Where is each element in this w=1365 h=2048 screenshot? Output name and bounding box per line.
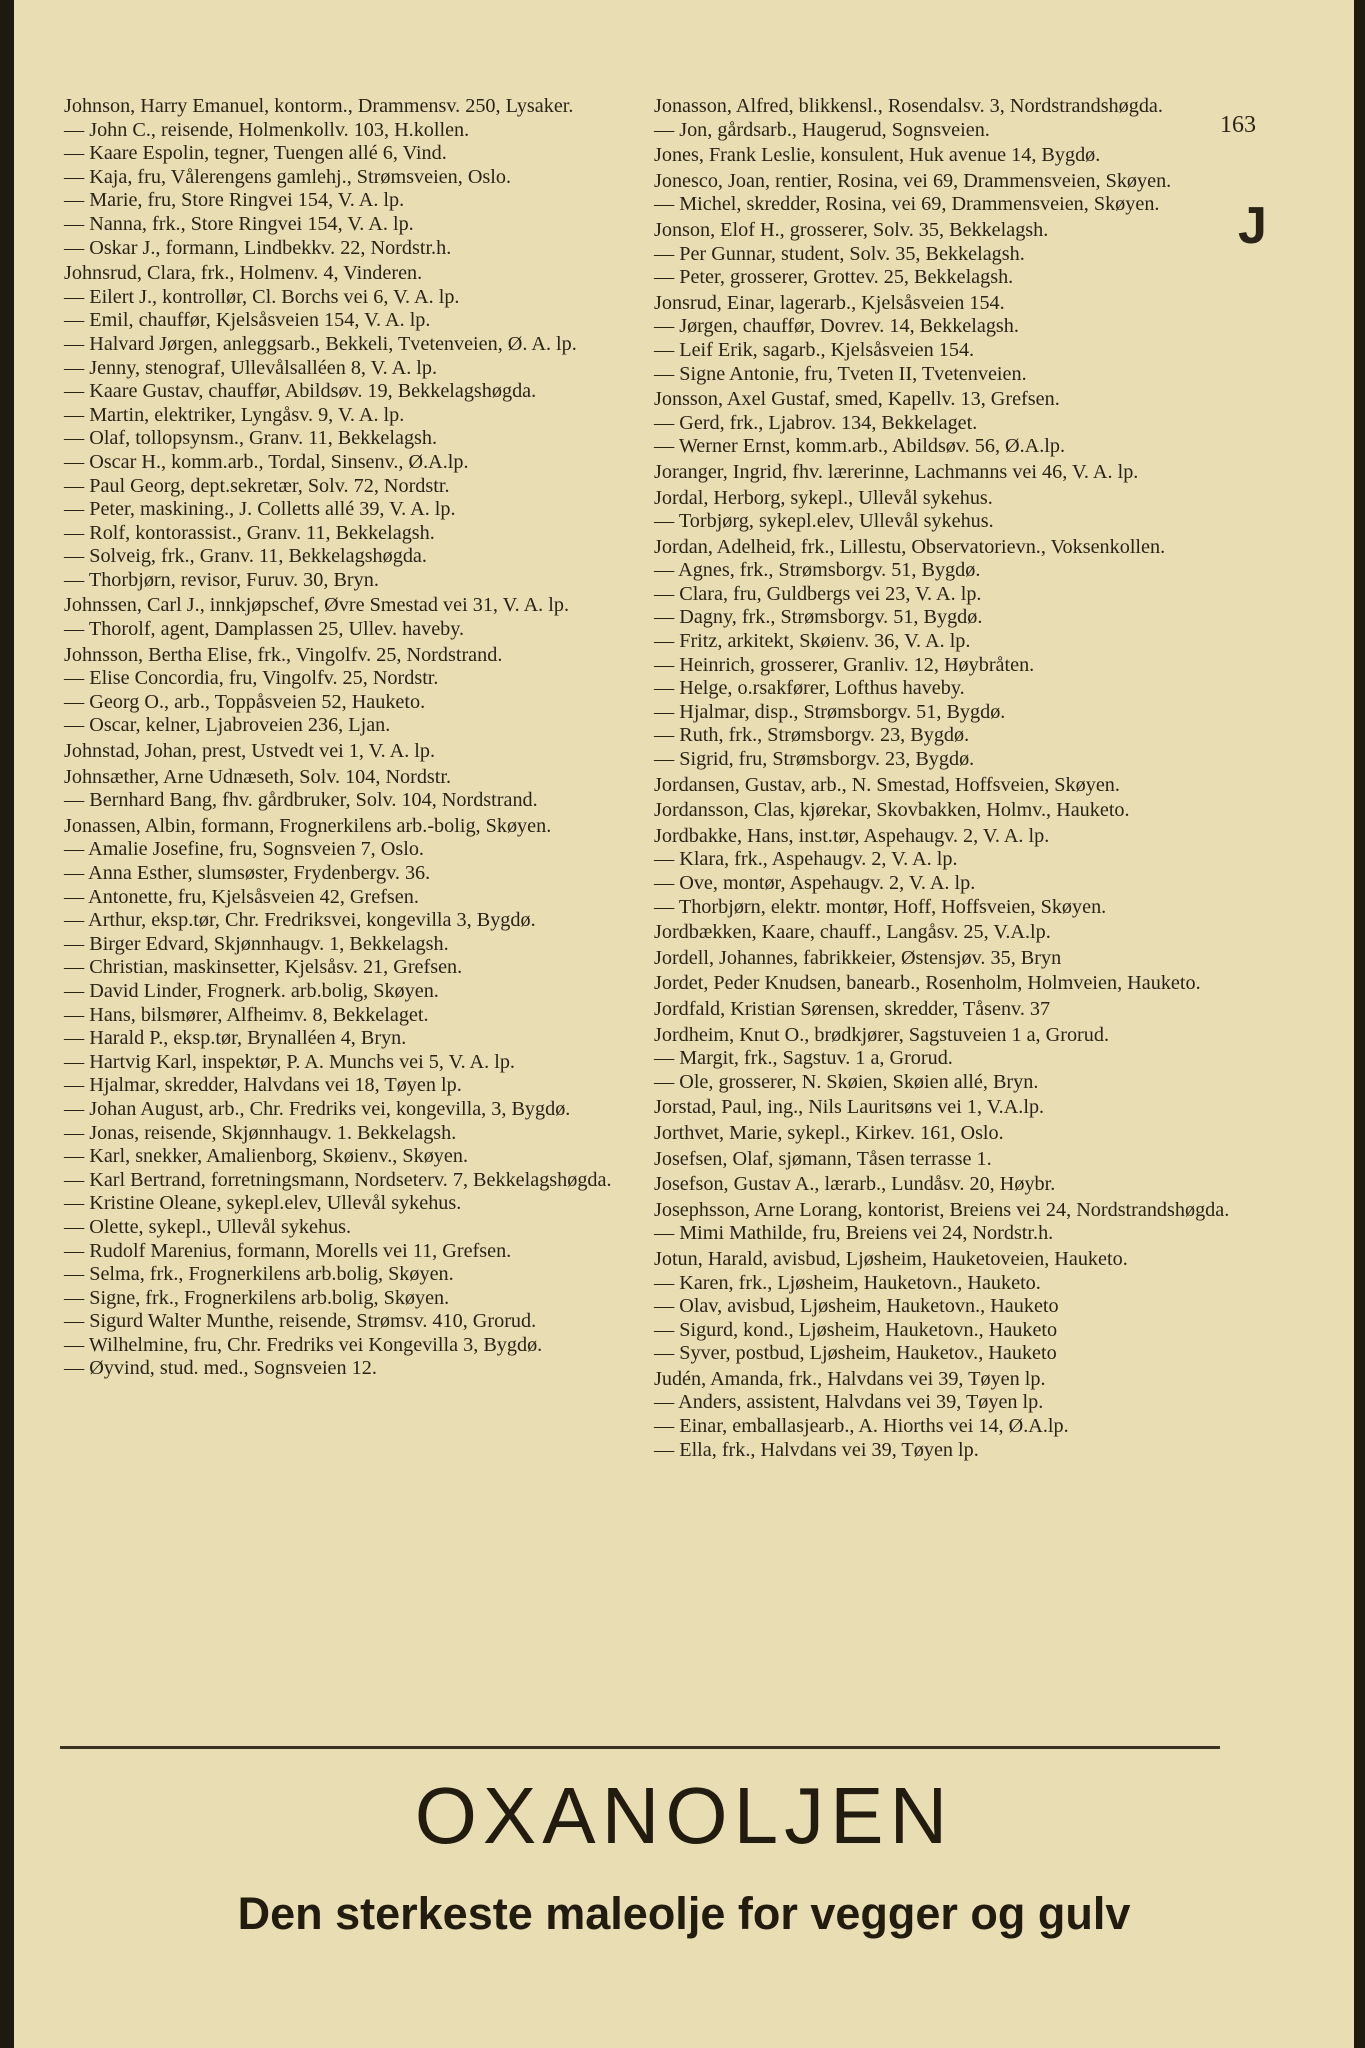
directory-entry: — Einar, emballasjearb., A. Hiorths vei 14, Ø.A.lp.	[654, 1415, 1069, 1438]
directory-entry: — Ove, montør, Aspehaugv. 2, V. A. lp.	[654, 872, 976, 894]
directory-entry: — Anna Esther, slumsøster, Frydenbergv. 36.	[64, 862, 431, 884]
directory-entry: Jonassen, Albin, formann, Frognerkilens arb.-bolig, Skøyen.	[64, 814, 552, 837]
directory-entry: — Karl, snekker, Amalienborg, Skøienv., Skøyen.	[64, 1145, 469, 1168]
directory-entry: Jonsrud, Einar, lagerarb., Kjelsåsveien 154.	[654, 291, 1005, 314]
directory-entry: — Karen, frk., Ljøsheim, Hauketovn., Hauketo.	[654, 1271, 1041, 1294]
section-letter: J	[1238, 197, 1267, 255]
directory-entry: — Georg O., arb., Toppåsveien 52, Hauketo.	[64, 690, 426, 713]
directory-entry: Josephsson, Arne Lorang, kontorist, Breiens vei 24, Nordstrandshøgda.	[654, 1198, 1230, 1221]
directory-entry: Jorstad, Paul, ing., Nils Lauritsøns vei 1, V.A.lp.	[654, 1096, 1045, 1119]
directory-entry: — Kristine Oleane, sykepl.elev, Ullevål sykehus.	[64, 1192, 462, 1215]
ad-tagline: Den sterkeste maleolje for vegger og gulv	[237, 1888, 1131, 1939]
directory-entry: — Elise Concordia, fru, Vingolfv. 25, Nordstr.	[64, 667, 439, 690]
directory-entry: Joranger, Ingrid, fhv. lærerinne, Lachmanns vei 46, V. A. lp.	[654, 460, 1139, 483]
directory-entry: — Peter, grosserer, Grottev. 25, Bekkelagsh.	[654, 266, 1014, 289]
directory-entry: Jordbækken, Kaare, chauff., Langåsv. 25, V.A.lp.	[654, 921, 1051, 944]
left-column	[64, 95, 659, 1381]
directory-entry: — Emil, chauffør, Kjelsåsveien 154, V. A. lp.	[64, 309, 431, 332]
directory-entry: — Bernhard Bang, fhv. gårdbruker, Solv. 104, Nordstrand.	[64, 789, 538, 812]
directory-entry: — Margit, frk., Sagstuv. 1 a, Grorud.	[654, 1047, 953, 1070]
directory-entry: — Halvard Jørgen, anleggsarb., Bekkeli, Tvetenveien, Ø. A. lp.	[64, 332, 577, 355]
directory-entry: — Arthur, eksp.tør, Chr. Fredriksvei, kongevilla 3, Bygdø.	[64, 909, 536, 932]
directory-entry: — Nanna, frk., Store Ringvei 154, V. A. lp.	[64, 212, 414, 235]
directory-entry: — Oscar, kelner, Ljabroveien 236, Ljan.	[64, 714, 391, 737]
directory-entry: — Hjalmar, disp., Strømsborgv. 51, Bygdø.	[654, 700, 1006, 723]
directory-entry: — Selma, frk., Frognerkilens arb.bolig, Skøyen.	[64, 1263, 454, 1286]
directory-entry: — Mimi Mathilde, fru, Breiens vei 24, Nordstr.h.	[654, 1222, 1054, 1245]
directory-entry: — Clara, fru, Guldbergs vei 23, V. A. lp.	[654, 582, 982, 605]
directory-entry: Jordansen, Gustav, arb., N. Smestad, Hoffsveien, Skøyen.	[654, 773, 1120, 796]
directory-entry: — Olaf, tollopsynsm., Granv. 11, Bekkelagsh.	[64, 427, 438, 450]
directory-entry: Josefson, Gustav A., lærarb., Lundåsv. 20, Høybr.	[654, 1173, 1056, 1196]
directory-entry: — John C., reisende, Holmenkollv. 103, H.kollen.	[64, 118, 470, 141]
directory-entry: Jordfald, Kristian Sørensen, skredder, Tåsenv. 37	[654, 997, 1051, 1020]
directory-entry: — Dagny, frk., Strømsborgv. 51, Bygdø.	[654, 606, 983, 629]
directory-entry: — Agnes, frk., Strømsborgv. 51, Bygdø.	[654, 559, 981, 582]
directory-entry: — Gerd, frk., Ljabrov. 134, Bekkelaget.	[654, 411, 978, 434]
directory-entry: Jordbakke, Hans, inst.tør, Aspehaugv. 2, V. A. lp.	[654, 824, 1050, 847]
directory-entry: Johnsæther, Arne Udnæseth, Solv. 104, Nordstr.	[64, 765, 452, 788]
page-number: 163	[1220, 112, 1256, 138]
directory-entry: — Kaja, fru, Vålerengens gamlehj., Strømsveien, Oslo.	[64, 165, 512, 188]
directory-entry: — Rudolf Marenius, formann, Morells vei 11, Grefsen.	[64, 1239, 512, 1262]
directory-entry: Jordan, Adelheid, frk., Lillestu, Observatorievn., Voksenkollen.	[654, 535, 1166, 558]
directory-entry: — Thorolf, agent, Damplassen 25, Ullev. haveby.	[64, 618, 465, 641]
directory-entry: Jordansson, Clas, kjørekar, Skovbakken, Holmv., Hauketo.	[654, 799, 1130, 822]
directory-entry: — Sigurd, kond., Ljøsheim, Hauketovn., Hauketo	[654, 1318, 1058, 1341]
directory-entry: — Hartvig Karl, inspektør, P. A. Munchs vei 5, V. A. lp.	[64, 1050, 515, 1073]
directory-entry: Jonson, Elof H., grosserer, Solv. 35, Bekkelagsh.	[654, 218, 1049, 241]
divider-rule	[60, 1746, 1220, 1749]
directory-entry: Jordell, Johannes, fabrikkeier, Østensjøv. 35, Bryn	[654, 946, 1062, 969]
directory-entry: — Hjalmar, skredder, Halvdans vei 18, Tøyen lp.	[64, 1074, 462, 1097]
directory-entry: Jonesco, Joan, rentier, Rosina, vei 69, Drammensveien, Skøyen.	[654, 169, 1172, 192]
directory-entry: — Harald P., eksp.tør, Brynalléen 4, Bryn.	[64, 1027, 407, 1050]
directory-entry: — Martin, elektriker, Lyngåsv. 9, V. A. lp.	[64, 403, 405, 426]
directory-entry: — Signe Antonie, fru, Tveten II, Tvetenveien.	[654, 362, 1027, 385]
directory-entry: — Ruth, frk., Strømsborgv. 23, Bygdø.	[654, 724, 970, 747]
directory-entry: — Birger Edvard, Skjønnhaugv. 1, Bekkelagsh.	[64, 932, 449, 955]
directory-entry: — Jenny, stenograf, Ullevålsalléen 8, V. A. lp.	[64, 356, 438, 379]
directory-entry: Johnsson, Bertha Elise, frk., Vingolfv. 25, Nordstrand.	[64, 643, 503, 666]
directory-entry: — Karl Bertrand, forretningsmann, Nordseterv. 7, Bekkelagshøgda.	[64, 1168, 612, 1191]
directory-entry: — Oskar J., formann, Lindbekkv. 22, Nordstr.h.	[64, 236, 452, 259]
directory-entry: — Christian, maskinsetter, Kjelsåsv. 21, Grefsen.	[64, 956, 463, 979]
directory-entry: Jonsson, Axel Gustaf, smed, Kapellv. 13, Grefsen.	[654, 388, 1060, 411]
directory-entry: — Klara, frk., Aspehaugv. 2, V. A. lp.	[654, 848, 958, 871]
directory-entry: — Ole, grosserer, N. Skøien, Skøien allé, Bryn.	[654, 1070, 1039, 1093]
directory-entry: — Kaare Gustav, chauffør, Abildsøv. 19, Bekkelagshøgda.	[64, 380, 537, 403]
directory-entry: Jones, Frank Leslie, konsulent, Huk avenue 14, Bygdø.	[654, 144, 1101, 167]
directory-entry: — Kaare Espolin, tegner, Tuengen allé 6, Vind.	[64, 142, 447, 165]
directory-entry: — Rolf, kontorassist., Granv. 11, Bekkelagsh.	[64, 521, 435, 544]
directory-entry: Jotun, Harald, avisbud, Ljøsheim, Hauketoveien, Hauketo.	[654, 1247, 1128, 1270]
directory-entry: — Olette, sykepl., Ullevål sykehus.	[64, 1215, 352, 1238]
ad-brand: OXANOLJEN	[414, 1771, 954, 1860]
directory-entry: — Peter, maskining., J. Colletts allé 39, V. A. lp.	[64, 498, 456, 521]
directory-entry: — Heinrich, grosserer, Granliv. 12, Høybråten.	[654, 653, 1035, 676]
directory-entry: — Thorbjørn, elektr. montør, Hoff, Hoffsveien, Skøyen.	[654, 895, 1107, 918]
directory-entry: — Jon, gårdsarb., Haugerud, Sognsveien.	[654, 118, 990, 141]
directory-page	[14, 0, 1354, 2048]
directory-entry: Jorthvet, Marie, sykepl., Kirkev. 161, Oslo.	[654, 1121, 1004, 1144]
directory-entry: — Marie, fru, Store Ringvei 154, V. A. lp.	[64, 189, 405, 212]
directory-entry: — Michel, skredder, Rosina, vei 69, Drammensveien, Skøyen.	[654, 193, 1160, 216]
directory-entry: — Oscar H., komm.arb., Tordal, Sinsenv., Ø.A.lp.	[64, 450, 469, 473]
directory-entry: — Helge, o.rsakfører, Lofthus haveby.	[654, 677, 965, 700]
directory-entry: — David Linder, Frognerk. arb.bolig, Skøyen.	[64, 979, 439, 1002]
directory-entry: — Hans, bilsmører, Alfheimv. 8, Bekkelaget.	[64, 1003, 429, 1026]
directory-entry: — Ella, frk., Halvdans vei 39, Tøyen lp.	[654, 1438, 979, 1461]
directory-entry: — Olav, avisbud, Ljøsheim, Hauketovn., Hauketo	[654, 1295, 1059, 1318]
directory-entry: Josefsen, Olaf, sjømann, Tåsen terrasse 1.	[654, 1147, 992, 1170]
directory-entry: — Wilhelmine, fru, Chr. Fredriks vei Kongevilla 3, Bygdø.	[64, 1333, 543, 1356]
directory-entry: — Sigurd Walter Munthe, reisende, Strømsv. 410, Grorud.	[64, 1310, 537, 1333]
directory-entry: — Johan August, arb., Chr. Fredriks vei, kongevilla, 3, Bygdø.	[64, 1097, 571, 1120]
directory-entry: Johnsrud, Clara, frk., Holmenv. 4, Vinderen.	[64, 262, 423, 285]
directory-entry: Jordheim, Knut O., brødkjører, Sagstuveien 1 a, Grorud.	[654, 1023, 1110, 1046]
directory-entry: — Signe, frk., Frognerkilens arb.bolig, Skøyen.	[64, 1286, 450, 1309]
directory-entry: — Amalie Josefine, fru, Sognsveien 7, Oslo.	[64, 838, 424, 861]
directory-entry: Johnstad, Johan, prest, Ustvedt vei 1, V. A. lp.	[64, 740, 436, 763]
directory-entry: Johnson, Harry Emanuel, kontorm., Drammensv. 250, Lysaker.	[64, 95, 574, 117]
directory-entry: — Jonas, reisende, Skjønnhaugv. 1. Bekkelagsh.	[64, 1121, 457, 1144]
directory-entry: — Jørgen, chauffør, Dovrev. 14, Bekkelagsh.	[654, 315, 1019, 338]
right-column	[654, 95, 1249, 1462]
directory-entry: — Paul Georg, dept.sekretær, Solv. 72, Nordstr.	[64, 474, 450, 497]
directory-entry: Jordal, Herborg, sykepl., Ullevål sykehus.	[654, 486, 993, 509]
directory-entry: — Solveig, frk., Granv. 11, Bekkelagshøgda.	[64, 545, 427, 568]
directory-entry: Judén, Amanda, frk., Halvdans vei 39, Tøyen lp.	[654, 1367, 1046, 1390]
directory-entry: Jonasson, Alfred, blikkensl., Rosendalsv. 3, Nordstrandshøgda.	[654, 95, 1163, 117]
directory-entry: — Anders, assistent, Halvdans vei 39, Tøyen lp.	[654, 1391, 1044, 1414]
directory-entry: Johnssen, Carl J., innkjøpschef, Øvre Smestad vei 31, V. A. lp.	[64, 594, 570, 617]
directory-entry: — Syver, postbud, Ljøsheim, Hauketov., Hauketo	[654, 1342, 1057, 1365]
directory-entry: — Sigrid, fru, Strømsborgv. 23, Bygdø.	[654, 748, 975, 771]
directory-entry: — Antonette, fru, Kjelsåsveien 42, Grefsen.	[64, 885, 419, 908]
directory-entry: — Thorbjørn, revisor, Furuv. 30, Bryn.	[64, 568, 379, 591]
directory-entry: — Leif Erik, sagarb., Kjelsåsveien 154.	[654, 338, 975, 361]
directory-entry: — Torbjørg, sykepl.elev, Ullevål sykehus.	[654, 510, 994, 533]
directory-entry: — Øyvind, stud. med., Sognsveien 12.	[64, 1357, 377, 1380]
directory-entry: — Fritz, arkitekt, Skøienv. 36, V. A. lp.	[654, 630, 971, 653]
directory-entry: — Eilert J., kontrollør, Cl. Borchs vei 6, V. A. lp.	[64, 285, 460, 308]
directory-entry: Jordet, Peder Knudsen, banearb., Rosenholm, Holmveien, Hauketo.	[654, 972, 1201, 995]
directory-entry: — Werner Ernst, komm.arb., Abildsøv. 56, Ø.A.lp.	[654, 435, 1066, 458]
directory-entry: — Per Gunnar, student, Solv. 35, Bekkelagsh.	[654, 242, 1025, 265]
